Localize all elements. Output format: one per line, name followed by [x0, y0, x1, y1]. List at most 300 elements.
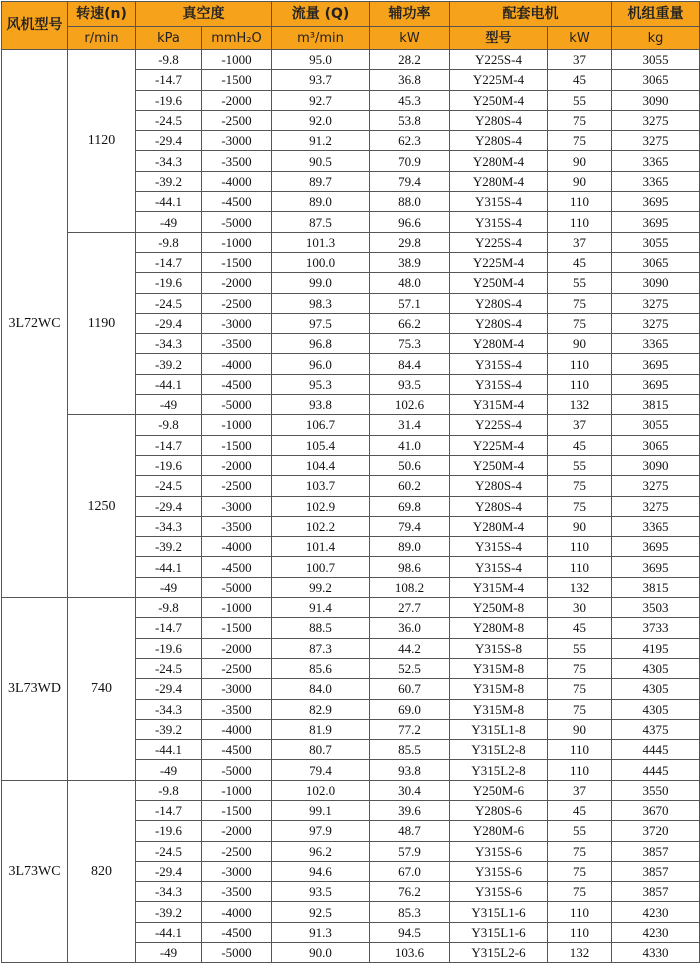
cell-kpa: -24.5 — [136, 476, 202, 496]
cell-weight: 3365 — [612, 516, 700, 536]
cell-kpa: -24.5 — [136, 293, 202, 313]
cell-weight: 3090 — [612, 90, 700, 110]
cell-motor-kw: 75 — [548, 476, 612, 496]
cell-flow: 84.0 — [272, 679, 370, 699]
cell-power: 85.3 — [370, 902, 450, 922]
cell-mmh2o: -4500 — [202, 557, 272, 577]
cell-kpa: -14.7 — [136, 252, 202, 272]
cell-weight: 3055 — [612, 50, 700, 70]
cell-weight: 4305 — [612, 699, 700, 719]
cell-flow: 90.0 — [272, 943, 370, 963]
cell-weight: 3275 — [612, 131, 700, 151]
cell-motor-type: Y280M-4 — [450, 516, 548, 536]
cell-motor-type: Y250M-8 — [450, 598, 548, 618]
cell-speed: 1250 — [68, 415, 136, 598]
cell-mmh2o: -4500 — [202, 922, 272, 942]
cell-motor-type: Y250M-4 — [450, 90, 548, 110]
cell-flow: 92.7 — [272, 90, 370, 110]
cell-motor-type: Y280M-8 — [450, 618, 548, 638]
cell-motor-type: Y250M-4 — [450, 273, 548, 293]
cell-power: 89.0 — [370, 537, 450, 557]
cell-mmh2o: -3000 — [202, 679, 272, 699]
header-row-titles — [2, 2, 700, 27]
cell-motor-type: Y315L1-6 — [450, 922, 548, 942]
cell-motor-kw: 37 — [548, 415, 612, 435]
cell-motor-kw: 90 — [548, 516, 612, 536]
cell-power: 60.2 — [370, 476, 450, 496]
cell-flow: 81.9 — [272, 719, 370, 739]
cell-mmh2o: -3000 — [202, 496, 272, 516]
cell-power: 75.3 — [370, 334, 450, 354]
unit-kpa: kPa — [136, 27, 202, 50]
cell-motor-kw: 55 — [548, 455, 612, 475]
cell-mmh2o: -4000 — [202, 171, 272, 191]
cell-motor-kw: 75 — [548, 313, 612, 333]
cell-motor-type: Y225S-4 — [450, 232, 548, 252]
cell-weight: 3065 — [612, 70, 700, 90]
cell-power: 27.7 — [370, 598, 450, 618]
cell-power: 50.6 — [370, 455, 450, 475]
cell-kpa: -14.7 — [136, 618, 202, 638]
cell-mmh2o: -3500 — [202, 334, 272, 354]
cell-flow: 101.3 — [272, 232, 370, 252]
cell-motor-type: Y315S-6 — [450, 841, 548, 861]
table-row — [2, 415, 700, 435]
cell-motor-type: Y280S-4 — [450, 293, 548, 313]
cell-power: 62.3 — [370, 131, 450, 151]
cell-flow: 102.2 — [272, 516, 370, 536]
header-model: 风机型号 — [2, 2, 68, 50]
cell-kpa: -9.8 — [136, 415, 202, 435]
cell-mmh2o: -1500 — [202, 252, 272, 272]
cell-mmh2o: -3000 — [202, 861, 272, 881]
cell-kpa: -19.6 — [136, 90, 202, 110]
cell-mmh2o: -1000 — [202, 232, 272, 252]
cell-flow: 96.8 — [272, 334, 370, 354]
cell-kpa: -34.3 — [136, 151, 202, 171]
cell-mmh2o: -2500 — [202, 476, 272, 496]
cell-power: 66.2 — [370, 313, 450, 333]
cell-flow: 93.5 — [272, 882, 370, 902]
cell-flow: 91.4 — [272, 598, 370, 618]
cell-weight: 4305 — [612, 658, 700, 678]
cell-motor-type: Y315M-8 — [450, 658, 548, 678]
cell-flow: 93.7 — [272, 70, 370, 90]
cell-motor-kw: 110 — [548, 902, 612, 922]
cell-power: 53.8 — [370, 110, 450, 130]
cell-weight: 3695 — [612, 374, 700, 394]
cell-weight: 3055 — [612, 415, 700, 435]
cell-flow: 105.4 — [272, 435, 370, 455]
cell-kpa: -19.6 — [136, 821, 202, 841]
cell-weight: 3857 — [612, 861, 700, 881]
cell-kpa: -39.2 — [136, 171, 202, 191]
cell-weight: 4195 — [612, 638, 700, 658]
cell-kpa: -39.2 — [136, 537, 202, 557]
cell-flow: 102.9 — [272, 496, 370, 516]
cell-power: 79.4 — [370, 171, 450, 191]
unit-power: kW — [370, 27, 450, 50]
unit-motor-kw: kW — [548, 27, 612, 50]
cell-kpa: -49 — [136, 760, 202, 780]
cell-weight: 3695 — [612, 192, 700, 212]
cell-weight: 3695 — [612, 212, 700, 232]
cell-kpa: -39.2 — [136, 354, 202, 374]
cell-model: 3L73WC — [2, 780, 68, 963]
cell-weight: 3720 — [612, 821, 700, 841]
cell-kpa: -19.6 — [136, 638, 202, 658]
table-body — [2, 50, 700, 963]
cell-speed: 1190 — [68, 232, 136, 415]
cell-power: 45.3 — [370, 90, 450, 110]
cell-power: 84.4 — [370, 354, 450, 374]
cell-motor-kw: 75 — [548, 882, 612, 902]
cell-motor-type: Y315L1-8 — [450, 719, 548, 739]
cell-speed: 1120 — [68, 50, 136, 233]
cell-motor-kw: 110 — [548, 212, 612, 232]
cell-motor-type: Y280S-4 — [450, 313, 548, 333]
header-motor: 配套电机 — [450, 2, 612, 27]
cell-motor-type: Y280S-4 — [450, 496, 548, 516]
cell-kpa: -34.3 — [136, 334, 202, 354]
cell-power: 31.4 — [370, 415, 450, 435]
header-vacuum: 真空度 — [136, 2, 272, 27]
cell-weight: 3055 — [612, 232, 700, 252]
cell-flow: 96.2 — [272, 841, 370, 861]
cell-kpa: -19.6 — [136, 455, 202, 475]
cell-weight: 3090 — [612, 455, 700, 475]
cell-power: 77.2 — [370, 719, 450, 739]
cell-weight: 4230 — [612, 922, 700, 942]
cell-weight: 4445 — [612, 740, 700, 760]
cell-motor-type: Y315L2-8 — [450, 740, 548, 760]
cell-motor-type: Y315S-6 — [450, 861, 548, 881]
cell-power: 79.4 — [370, 516, 450, 536]
cell-motor-kw: 45 — [548, 70, 612, 90]
cell-kpa: -29.4 — [136, 313, 202, 333]
cell-kpa: -14.7 — [136, 70, 202, 90]
cell-mmh2o: -4000 — [202, 902, 272, 922]
cell-weight: 3670 — [612, 800, 700, 820]
cell-kpa: -49 — [136, 577, 202, 597]
cell-mmh2o: -3500 — [202, 516, 272, 536]
cell-motor-kw: 55 — [548, 273, 612, 293]
unit-motor-type: 型号 — [450, 27, 548, 50]
cell-kpa: -19.6 — [136, 273, 202, 293]
cell-flow: 89.0 — [272, 192, 370, 212]
cell-motor-kw: 90 — [548, 719, 612, 739]
cell-power: 48.0 — [370, 273, 450, 293]
cell-motor-type: Y315S-4 — [450, 374, 548, 394]
cell-mmh2o: -2500 — [202, 658, 272, 678]
unit-mmh2o: mmH₂O — [202, 27, 272, 50]
header-weight: 机组重量 — [612, 2, 700, 27]
cell-weight: 3857 — [612, 841, 700, 861]
cell-motor-kw: 30 — [548, 598, 612, 618]
cell-motor-kw: 75 — [548, 861, 612, 881]
cell-motor-kw: 75 — [548, 293, 612, 313]
cell-motor-kw: 75 — [548, 841, 612, 861]
cell-power: 96.6 — [370, 212, 450, 232]
cell-kpa: -39.2 — [136, 719, 202, 739]
cell-motor-kw: 37 — [548, 780, 612, 800]
cell-mmh2o: -2000 — [202, 638, 272, 658]
cell-motor-kw: 110 — [548, 537, 612, 557]
cell-mmh2o: -3500 — [202, 699, 272, 719]
cell-mmh2o: -1500 — [202, 618, 272, 638]
cell-flow: 88.5 — [272, 618, 370, 638]
cell-weight: 3815 — [612, 577, 700, 597]
table-row — [2, 50, 700, 70]
cell-motor-kw: 90 — [548, 334, 612, 354]
cell-mmh2o: -4500 — [202, 192, 272, 212]
cell-kpa: -49 — [136, 212, 202, 232]
cell-model: 3L73WD — [2, 598, 68, 781]
cell-kpa: -9.8 — [136, 598, 202, 618]
cell-power: 85.5 — [370, 740, 450, 760]
cell-weight: 3857 — [612, 882, 700, 902]
cell-motor-type: Y280S-4 — [450, 110, 548, 130]
cell-flow: 95.0 — [272, 50, 370, 70]
cell-kpa: -14.7 — [136, 435, 202, 455]
cell-mmh2o: -2000 — [202, 821, 272, 841]
cell-power: 93.5 — [370, 374, 450, 394]
cell-weight: 3275 — [612, 496, 700, 516]
cell-power: 36.8 — [370, 70, 450, 90]
cell-power: 93.8 — [370, 760, 450, 780]
cell-flow: 91.2 — [272, 131, 370, 151]
cell-motor-type: Y280M-4 — [450, 171, 548, 191]
cell-mmh2o: -3000 — [202, 313, 272, 333]
cell-kpa: -39.2 — [136, 902, 202, 922]
cell-flow: 87.3 — [272, 638, 370, 658]
cell-mmh2o: -1500 — [202, 70, 272, 90]
cell-power: 39.6 — [370, 800, 450, 820]
cell-mmh2o: -2500 — [202, 293, 272, 313]
cell-power: 67.0 — [370, 861, 450, 881]
cell-power: 102.6 — [370, 395, 450, 415]
cell-motor-type: Y315M-8 — [450, 699, 548, 719]
cell-flow: 106.7 — [272, 415, 370, 435]
cell-motor-kw: 132 — [548, 943, 612, 963]
cell-kpa: -9.8 — [136, 780, 202, 800]
cell-flow: 97.9 — [272, 821, 370, 841]
cell-flow: 100.0 — [272, 252, 370, 272]
cell-motor-type: Y315S-6 — [450, 882, 548, 902]
cell-flow: 89.7 — [272, 171, 370, 191]
cell-mmh2o: -1500 — [202, 800, 272, 820]
cell-power: 88.0 — [370, 192, 450, 212]
cell-weight: 3503 — [612, 598, 700, 618]
cell-kpa: -9.8 — [136, 50, 202, 70]
cell-motor-kw: 132 — [548, 395, 612, 415]
cell-kpa: -24.5 — [136, 658, 202, 678]
cell-power: 60.7 — [370, 679, 450, 699]
cell-motor-type: Y315S-4 — [450, 537, 548, 557]
cell-power: 38.9 — [370, 252, 450, 272]
cell-motor-kw: 110 — [548, 922, 612, 942]
cell-motor-kw: 110 — [548, 740, 612, 760]
cell-motor-type: Y225S-4 — [450, 50, 548, 70]
cell-motor-type: Y280S-4 — [450, 131, 548, 151]
cell-kpa: -34.3 — [136, 882, 202, 902]
cell-power: 57.1 — [370, 293, 450, 313]
cell-motor-kw: 110 — [548, 354, 612, 374]
cell-motor-type: Y315L2-8 — [450, 760, 548, 780]
cell-power: 41.0 — [370, 435, 450, 455]
cell-weight: 4445 — [612, 760, 700, 780]
cell-weight: 3275 — [612, 110, 700, 130]
table-row — [2, 780, 700, 800]
cell-motor-type: Y280S-4 — [450, 476, 548, 496]
cell-motor-type: Y315S-4 — [450, 354, 548, 374]
cell-motor-kw: 75 — [548, 658, 612, 678]
cell-power: 103.6 — [370, 943, 450, 963]
cell-power: 69.8 — [370, 496, 450, 516]
cell-flow: 103.7 — [272, 476, 370, 496]
cell-motor-kw: 75 — [548, 496, 612, 516]
cell-weight: 3815 — [612, 395, 700, 415]
cell-motor-type: Y315S-8 — [450, 638, 548, 658]
cell-flow: 92.5 — [272, 902, 370, 922]
cell-power: 70.9 — [370, 151, 450, 171]
cell-motor-type: Y315M-4 — [450, 577, 548, 597]
unit-weight: kg — [612, 27, 700, 50]
cell-mmh2o: -3500 — [202, 151, 272, 171]
cell-power: 76.2 — [370, 882, 450, 902]
cell-power: 69.0 — [370, 699, 450, 719]
cell-motor-kw: 110 — [548, 374, 612, 394]
unit-flow: m³/min — [272, 27, 370, 50]
cell-mmh2o: -4000 — [202, 354, 272, 374]
cell-kpa: -44.1 — [136, 922, 202, 942]
cell-kpa: -14.7 — [136, 800, 202, 820]
cell-kpa: -49 — [136, 395, 202, 415]
cell-flow: 93.8 — [272, 395, 370, 415]
header-flow: 流量 (Q) — [272, 2, 370, 27]
cell-motor-kw: 132 — [548, 577, 612, 597]
cell-mmh2o: -3000 — [202, 131, 272, 151]
cell-mmh2o: -5000 — [202, 577, 272, 597]
cell-mmh2o: -5000 — [202, 395, 272, 415]
header-row-units — [2, 27, 700, 50]
cell-mmh2o: -5000 — [202, 943, 272, 963]
cell-power: 30.4 — [370, 780, 450, 800]
cell-power: 29.8 — [370, 232, 450, 252]
cell-kpa: -29.4 — [136, 861, 202, 881]
cell-flow: 100.7 — [272, 557, 370, 577]
table-row — [2, 232, 700, 252]
cell-kpa: -44.1 — [136, 374, 202, 394]
cell-kpa: -44.1 — [136, 557, 202, 577]
cell-motor-type: Y250M-4 — [450, 455, 548, 475]
cell-power: 98.6 — [370, 557, 450, 577]
cell-weight: 4230 — [612, 902, 700, 922]
cell-power: 48.7 — [370, 821, 450, 841]
header-power: 辅功率 — [370, 2, 450, 27]
cell-mmh2o: -1000 — [202, 50, 272, 70]
cell-kpa: -34.3 — [136, 699, 202, 719]
cell-power: 108.2 — [370, 577, 450, 597]
cell-flow: 99.2 — [272, 577, 370, 597]
cell-kpa: -29.4 — [136, 131, 202, 151]
cell-motor-kw: 37 — [548, 50, 612, 70]
cell-motor-kw: 75 — [548, 131, 612, 151]
cell-motor-type: Y280M-4 — [450, 151, 548, 171]
cell-flow: 92.0 — [272, 110, 370, 130]
cell-motor-type: Y315L2-6 — [450, 943, 548, 963]
cell-motor-kw: 75 — [548, 110, 612, 130]
header-speed: 转速(n) — [68, 2, 136, 27]
cell-mmh2o: -2000 — [202, 455, 272, 475]
cell-kpa: -9.8 — [136, 232, 202, 252]
cell-motor-type: Y280M-4 — [450, 334, 548, 354]
cell-power: 36.0 — [370, 618, 450, 638]
cell-power: 52.5 — [370, 658, 450, 678]
cell-mmh2o: -1500 — [202, 435, 272, 455]
fan-spec-table — [1, 1, 700, 963]
cell-weight: 3090 — [612, 273, 700, 293]
cell-flow: 98.3 — [272, 293, 370, 313]
cell-weight: 3275 — [612, 476, 700, 496]
cell-mmh2o: -3500 — [202, 882, 272, 902]
cell-weight: 4305 — [612, 679, 700, 699]
cell-weight: 3695 — [612, 354, 700, 374]
cell-mmh2o: -4000 — [202, 719, 272, 739]
cell-weight: 3275 — [612, 293, 700, 313]
cell-flow: 95.3 — [272, 374, 370, 394]
table-row — [2, 598, 700, 618]
cell-motor-kw: 110 — [548, 557, 612, 577]
cell-motor-type: Y315M-4 — [450, 395, 548, 415]
cell-weight: 4330 — [612, 943, 700, 963]
cell-mmh2o: -2000 — [202, 273, 272, 293]
cell-motor-kw: 37 — [548, 232, 612, 252]
cell-weight: 3550 — [612, 780, 700, 800]
cell-kpa: -44.1 — [136, 192, 202, 212]
cell-motor-kw: 55 — [548, 90, 612, 110]
cell-motor-kw: 90 — [548, 151, 612, 171]
unit-speed: r/min — [68, 27, 136, 50]
cell-weight: 3065 — [612, 252, 700, 272]
cell-motor-type: Y225M-4 — [450, 252, 548, 272]
cell-mmh2o: -1000 — [202, 598, 272, 618]
cell-motor-type: Y225M-4 — [450, 435, 548, 455]
cell-motor-kw: 110 — [548, 760, 612, 780]
cell-mmh2o: -5000 — [202, 212, 272, 232]
cell-flow: 102.0 — [272, 780, 370, 800]
cell-kpa: -44.1 — [136, 740, 202, 760]
cell-mmh2o: -5000 — [202, 760, 272, 780]
cell-flow: 90.5 — [272, 151, 370, 171]
cell-motor-type: Y225M-4 — [450, 70, 548, 90]
cell-flow: 101.4 — [272, 537, 370, 557]
cell-flow: 104.4 — [272, 455, 370, 475]
cell-mmh2o: -1000 — [202, 780, 272, 800]
cell-weight: 4375 — [612, 719, 700, 739]
cell-weight: 3275 — [612, 313, 700, 333]
cell-flow: 80.7 — [272, 740, 370, 760]
cell-weight: 3733 — [612, 618, 700, 638]
cell-motor-kw: 55 — [548, 821, 612, 841]
cell-weight: 3365 — [612, 151, 700, 171]
cell-weight: 3695 — [612, 537, 700, 557]
cell-power: 94.5 — [370, 922, 450, 942]
cell-motor-type: Y315L1-6 — [450, 902, 548, 922]
cell-motor-type: Y280S-6 — [450, 800, 548, 820]
cell-kpa: -34.3 — [136, 516, 202, 536]
cell-flow: 87.5 — [272, 212, 370, 232]
